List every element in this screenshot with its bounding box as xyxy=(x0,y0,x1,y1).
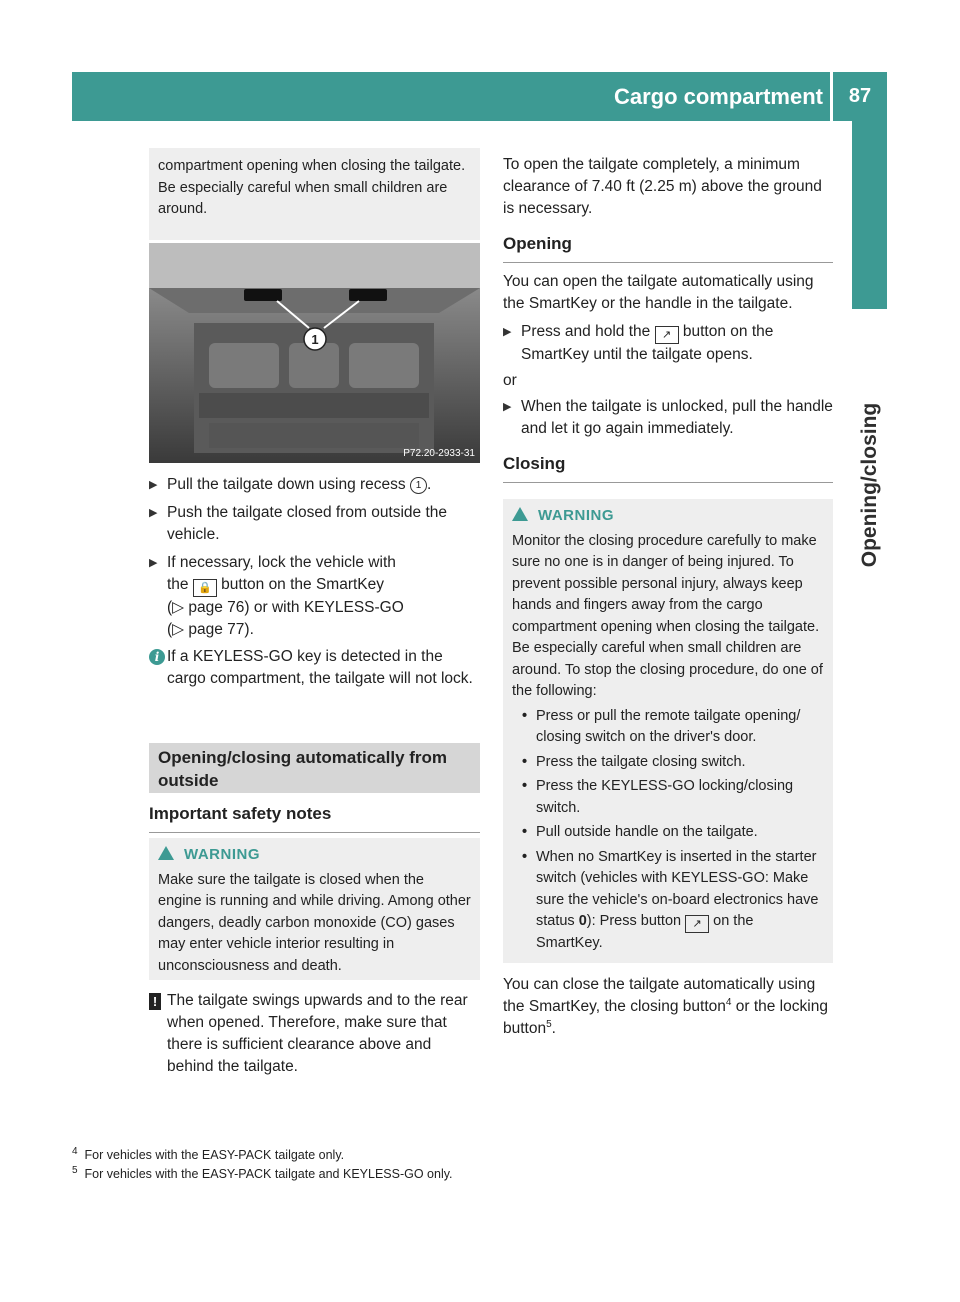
auto-close-text: You can close the tailgate automatically using the SmartKey, the closing button$^4$ or the locking button$^5$. xyxy=(503,976,828,1037)
info-icon: i xyxy=(149,649,165,665)
warning-list-item: • Pull outside handle on the tailgate. xyxy=(522,822,824,844)
section-heading: Opening/closing automatically from outside xyxy=(158,748,448,790)
or-text: or xyxy=(503,372,517,389)
warning-icon xyxy=(158,846,174,860)
opening-heading: Opening xyxy=(503,232,833,263)
warning-icon xyxy=(512,507,528,521)
left-steps xyxy=(149,474,480,690)
warning-title: WARNING xyxy=(512,505,824,527)
header-separator xyxy=(830,72,833,121)
section-heading-box xyxy=(149,743,480,793)
page-title: Cargo compartment xyxy=(613,84,823,109)
warning-continuation-text: compartment opening when closing the tailgate. Be especially careful when small children are around. xyxy=(158,158,466,217)
warning-title: WARNING xyxy=(158,844,471,866)
footnote: $^4$ For vehicles with the EASY-PACK tailgate only. xyxy=(72,1145,345,1162)
warning-co-box xyxy=(149,838,480,980)
footnote: $^5$ For vehicles with the EASY-PACK tailgate and KEYLESS-GO only. xyxy=(72,1164,453,1181)
callout-1-icon: 1 xyxy=(410,477,427,494)
step-pull-handle: ▶ When the tailgate is unlocked, pull the handle and let it go again immediately. xyxy=(503,396,833,440)
warning-list-item: • When no SmartKey is inserted in the starter switch (vehicles with KEYLESS-GO: Make sure the vehicle's on-board electronics have status 0): Press button ↗ on the SmartKey. xyxy=(522,847,824,955)
tailgate-button-icon: ↗ xyxy=(655,326,679,344)
warning-list-item: • Press the tailgate closing switch. xyxy=(522,752,824,774)
tailgate-button-icon: ↗ xyxy=(685,915,709,933)
sidebar-tab xyxy=(852,121,887,309)
step-press-hold: ▶ Press and hold the ↗ button on the SmartKey until the tailgate opens. xyxy=(503,321,833,366)
warning-list-item: • Press or pull the remote tailgate opening/ closing switch on the driver's door. xyxy=(522,706,824,749)
warning-list-item: • Press the KEYLESS-GO locking/closing switch. xyxy=(522,776,824,819)
warning-text: Make sure the tailgate is closed when the engine is running and while driving. Among other dangers, deadly carbon monoxide (CO) gases may enter vehicle interior resulting in unconsciousness and death. xyxy=(158,871,471,974)
caution-note xyxy=(149,990,480,1078)
caution-text: The tailgate swings upwards and to the rear when opened. Therefore, make sure that there is sufficient clearance above and behind the tailgate. xyxy=(167,992,468,1075)
tailgate-photo xyxy=(149,243,480,463)
warning-closing-box xyxy=(503,499,833,963)
step-lock-vehicle: ▶ If necessary, lock the vehicle with the 🔒 button on the SmartKey (▷ page 76) or with KEYLESS-GO (▷ page 77). xyxy=(149,552,480,641)
caution-icon: ! xyxy=(149,993,161,1010)
subsection-heading: Important safety notes xyxy=(149,802,480,833)
photo-callout-1: 1 xyxy=(311,332,319,347)
warning-text: Monitor the closing procedure carefully to make sure no one is in danger of being injured. To prevent possible personal injury, always keep hands and fingers away from the cargo compartment opening when closing the tailgate. Be especially careful when small children are around. To stop the closing procedure, do one of the following: xyxy=(512,532,823,699)
warning-continuation-box xyxy=(149,148,480,240)
lock-icon: 🔒 xyxy=(193,579,217,597)
closing-heading: Closing xyxy=(503,452,833,483)
page-number: 87 xyxy=(848,85,872,107)
footnotes xyxy=(72,1146,772,1184)
sidebar-section-label: Opening/closing xyxy=(857,402,881,568)
photo-code: P72.20-2933-31 xyxy=(403,448,475,459)
right-column xyxy=(503,154,833,483)
info-note: i If a KEYLESS-GO key is detected in the cargo compartment, the tailgate will not lock. xyxy=(149,646,480,690)
clearance-text: To open the tailgate completely, a minimum clearance of 7.40 ft (2.25 m) above the ground is necessary. xyxy=(503,156,822,217)
step-pull-tailgate: ▶ Pull the tailgate down using recess 1 . xyxy=(149,474,480,496)
step-push-closed: ▶ Push the tailgate closed from outside the vehicle. xyxy=(149,502,480,546)
opening-text: You can open the tailgate automatically using the SmartKey or the handle in the tailgate. xyxy=(503,273,814,312)
